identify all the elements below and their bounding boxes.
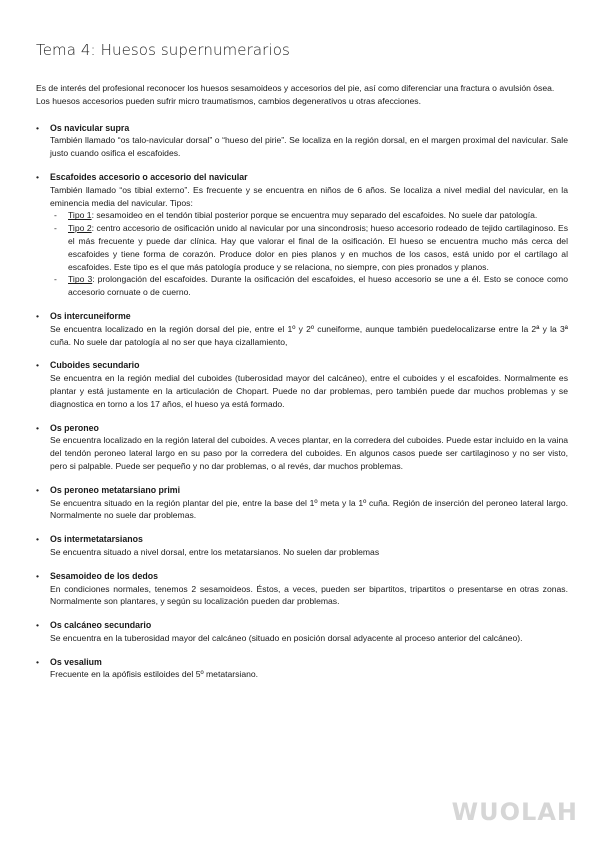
intro-line-1: Es de interés del profesional reconocer los huesos sesamoideos y accesorios del pie, así como diferenciar una fractura o avulsión ósea. xyxy=(36,83,555,93)
type-item xyxy=(54,273,568,299)
section-text: Se encuentra localizado en la región lateral del cuboides. A veces plantar, en la corredera del cuboides. Puede estar incluido en la vaina del tendón peroneo lateral largo en su paso por la corredera del cuboides. En algunos casos puede ser cartilaginoso y no ser visto, pero si palpable. Puede ser pequeño y no dar problemas, o al revés, dar muchos problemas. xyxy=(50,435,568,471)
type-item xyxy=(54,209,568,222)
section-text: Frecuente en la apófisis estiloides del 5º metatarsiano. xyxy=(50,669,259,680)
section-heading: Sesamoideo de los dedos xyxy=(50,570,159,581)
section-text: Se encuentra en la tuberosidad mayor del calcáneo (situado en posición dorsal adyacente al proceso anterior del calcáneo). xyxy=(50,632,523,643)
bullet-icon: • xyxy=(36,171,40,182)
type-text: : prolongación del escafoides. Durante la osificación del escafoides, el hueso accesorio se une a él. Esto se conoce como accesorio cornuate o de cuerno. xyxy=(68,274,568,298)
list-item xyxy=(36,122,568,160)
section-text: Se encuentra localizado en la región dorsal del pie, entre el 1º y 2º cuneiforme, aunque también puedelocalizarse entre la 2ª y la 3ª cuña. No suele dar patología al no ser que haya cizallamiento, xyxy=(50,323,568,347)
type-item xyxy=(54,222,568,273)
list-item xyxy=(36,570,568,608)
dash-icon: - xyxy=(54,223,57,234)
section-text: En condiciones normales, tenemos 2 sesamoideos. Éstos, a veces, pueden ser bipartitos, tripartitos o presentarse en otras zonas. Normalmente son plantares, y según su localización pueden dar problemas. xyxy=(50,583,568,607)
intro-line-2: Los huesos accesorios pueden sufrir micro traumatismos, cambios degenerativos u otras afecciones. xyxy=(36,95,421,106)
section-heading: Cuboides secundario xyxy=(50,360,140,371)
section-text: Se encuentra situado en la región plantar del pie, entre la base del 1º meta y la 1º cuña. Región de inserción del peroneo lateral largo. Normalmente no suele dar problemas. xyxy=(50,497,568,521)
bullet-icon: • xyxy=(36,570,40,581)
section-heading: Escafoides accesorio o accesorio del navicular xyxy=(50,171,248,182)
bullet-icon: • xyxy=(36,122,40,133)
section-text: Se encuentra en la región medial del cuboides (tuberosidad mayor del calcáneo), entre el cuboides y el escafoides. Normalmente es plantar y está justamente en la articulación de Chopart. Puede no dar problemas, pero también puede dar muchos problemas y se diagnostica en torno a los 17 años, el hueso ya está formado. xyxy=(50,373,568,409)
list-item xyxy=(36,310,568,348)
bullet-icon: • xyxy=(36,620,40,631)
bullet-icon: • xyxy=(36,422,40,433)
intro-paragraph xyxy=(36,82,568,108)
list-item xyxy=(36,359,568,410)
document-page xyxy=(36,40,568,692)
bullet-icon: • xyxy=(36,534,40,545)
bone-list xyxy=(36,122,568,682)
section-heading: Os intercuneiforme xyxy=(50,310,131,321)
section-heading: Os peroneo xyxy=(50,422,99,433)
types-list xyxy=(50,209,568,299)
type-label: Tipo 1 xyxy=(68,210,92,221)
bullet-icon: • xyxy=(36,656,40,667)
section-text: También llamado “os talo-navicular dorsal” o “hueso del pirie”. Se localiza en la región dorsal, en el margen proximal del navicular. Sale justo cuando osifica el escafoides. xyxy=(50,135,568,159)
type-label: Tipo 3 xyxy=(68,274,93,285)
type-text: : sesamoideo en el tendón tibial posterior porque se encuentra muy separado del escafoides. No suele dar patología. xyxy=(91,210,538,221)
dash-icon: - xyxy=(54,274,57,285)
wuolah-watermark-logo: WUOLAH xyxy=(451,798,578,826)
section-text: También llamado “os tibial externo”. Es frecuente y se encuentra en niños de 6 años. Se localiza a nivel medial del navicular, en la eminencia media del navicular. Tipos: xyxy=(50,184,568,208)
section-heading: Os vesalium xyxy=(50,656,102,667)
section-heading: Os intermetatarsianos xyxy=(50,534,143,545)
bullet-icon: • xyxy=(36,310,40,321)
list-item xyxy=(36,533,568,559)
bullet-icon: • xyxy=(36,484,40,495)
section-heading: Os calcáneo secundario xyxy=(50,620,152,631)
list-item xyxy=(36,422,568,473)
list-item xyxy=(36,656,568,682)
type-text: : centro accesorio de osificación unido al navicular por una sincondrosis; hueso accesorio rodeado de tejido cartilaginoso. Es el más frecuente y puede dar clínica. Hay que valorar el final de la osificación. El hueso se encuentra mucho más cerca del escafoides y tiene forma de corazón. Produce dolor en pies planos y en muchos de los casos, está unido por el cartílago al escafoides. Este tipo es el que más patología produce y se relaciona, no siempre, con pies pronados y planos. xyxy=(68,223,568,272)
section-heading: Os navicular supra xyxy=(50,122,130,133)
list-item xyxy=(36,171,568,299)
section-heading: Os peroneo metatarsiano primi xyxy=(50,484,181,495)
list-item xyxy=(36,619,568,645)
list-item xyxy=(36,484,568,522)
type-label: Tipo 2 xyxy=(68,223,92,234)
section-text: Se encuentra situado a nivel dorsal, entre los metatarsianos. No suelen dar problemas xyxy=(50,546,380,557)
dash-icon: - xyxy=(54,210,57,221)
bullet-icon: • xyxy=(36,360,40,371)
document-title: Tema 4: Huesos supernumerarios xyxy=(36,41,290,59)
